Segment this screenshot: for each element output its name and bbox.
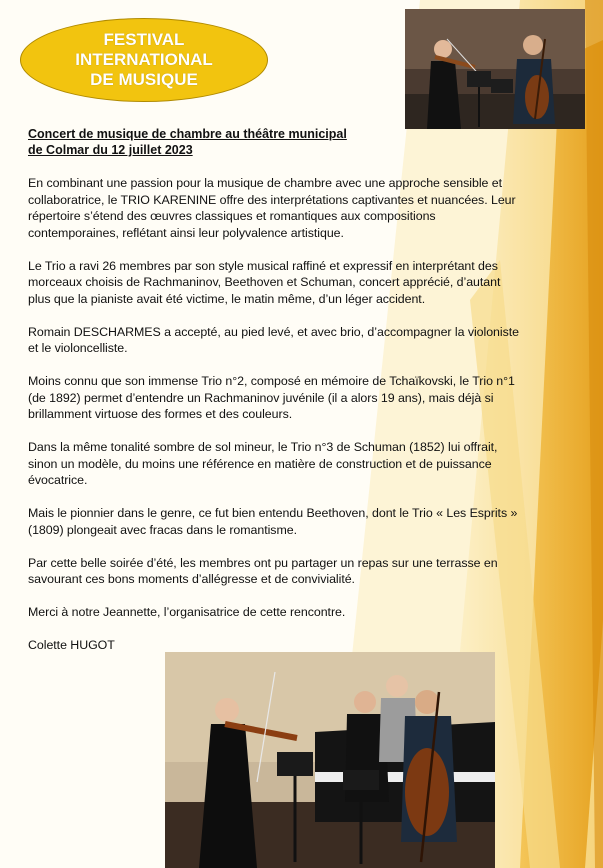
concert-photo-top	[405, 9, 585, 129]
text-line: Mais le pionnier dans le genre, ce fut bien entendu Beethoven, dont le Trio « Les Esprits »	[28, 506, 518, 520]
festival-badge	[20, 18, 268, 102]
text-line: évocatrice.	[28, 473, 88, 487]
author-name: Colette HUGOT	[28, 638, 115, 652]
badge-line-1: FESTIVAL	[103, 30, 185, 49]
paragraph-beethoven	[28, 505, 568, 538]
paragraph-rachmaninov	[28, 373, 568, 423]
text-line: Merci à notre Jeannette, l’organisatrice de cette rencontre.	[28, 605, 346, 619]
text-line: (1809) plongeait avec fracas dans le romantisme.	[28, 522, 297, 537]
text-line: Le Trio a ravi 26 membres par son style musical raffiné et expressif en interprétant des	[28, 258, 498, 273]
text-line: plus que la pianiste avait été victime, le matin même, d’un léger accident.	[28, 291, 426, 306]
title-line-2: de Colmar du 12 juillet 2023	[28, 143, 193, 157]
paragraph-program	[28, 258, 568, 308]
paragraph-intro	[28, 175, 568, 241]
article-title	[28, 126, 568, 158]
text-line: Dans la même tonalité sombre de sol mineur, le Trio n°3 de Schuman (1852) lui offrait,	[28, 440, 498, 454]
text-line: et le violoncelliste.	[28, 341, 128, 355]
text-line: En combinant une passion pour la musique de chambre avec une approche sensible et	[28, 176, 502, 190]
text-line: morceaux choisis de Rachmaninov, Beethoven et Schuman, concert apprécié, d’autant	[28, 275, 501, 289]
paragraph-pianist	[28, 324, 568, 357]
text-line: Par cette belle soirée d’été, les membres ont pu partager un repas sur une terrasse en	[28, 555, 498, 570]
paragraph-dinner	[28, 555, 568, 588]
paragraph-thanks	[28, 604, 568, 621]
paragraph-schuman	[28, 439, 568, 489]
text-line: Romain DESCHARMES a accepté, au pied levé, et avec brio, d’accompagner la violoniste	[28, 324, 519, 339]
concert-photo-bottom	[165, 652, 495, 868]
text-line: brillamment virtuose des formes et des couleurs.	[28, 407, 293, 421]
text-line: répertoire s’étend des œuvres classiques et romantiques aux compositions	[28, 209, 436, 223]
badge-line-2: INTERNATIONAL	[75, 50, 213, 69]
text-line: savourant ces bons moments d’allégresse et de convivialité.	[28, 572, 355, 586]
text-line: contemporaines, reflétant ainsi leur polyvalence artistique.	[28, 225, 344, 240]
text-line: sinon un modèle, du moins une référence en matière de construction et de puissance	[28, 456, 492, 471]
article-body	[28, 126, 568, 670]
title-line-1: Concert de musique de chambre au théâtre municipal	[28, 127, 347, 141]
text-line: Moins connu que son immense Trio n°2, composé en mémoire de Tchaïkovski, le Trio n°1	[28, 374, 515, 388]
text-line: collaboratrice, le TRIO KARENINE offre des interprétations captivantes et nuancées. Leur	[28, 192, 516, 207]
badge-line-3: DE MUSIQUE	[90, 70, 198, 89]
text-line: (de 1892) permet d’entendre un Rachmaninov juvénile (il a alors 19 ans), mais déjà si	[28, 390, 494, 405]
